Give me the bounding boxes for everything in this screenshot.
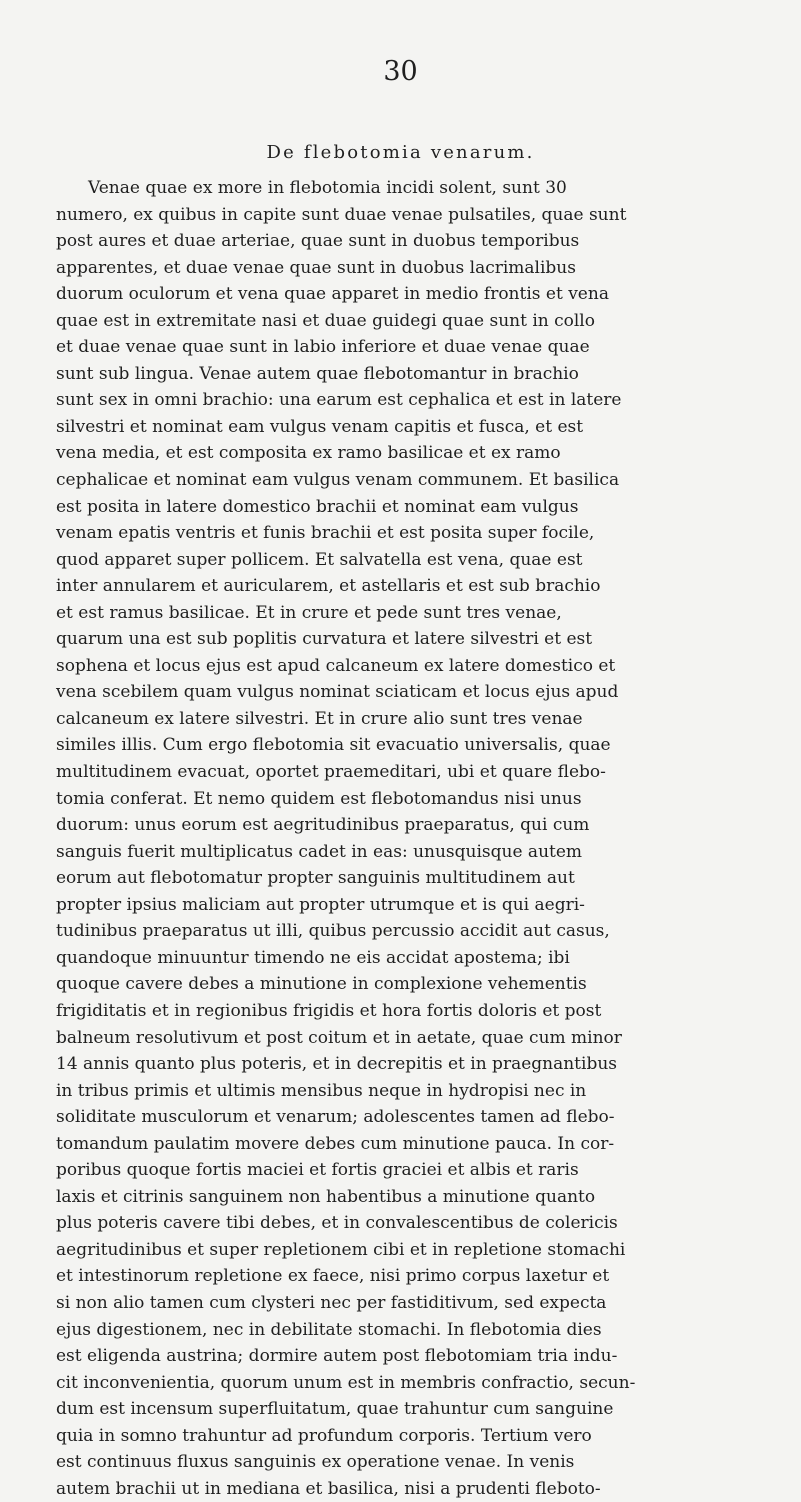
text-line: quia in somno trahuntur ad profundum corporis. Tertium vero: [56, 1425, 592, 1446]
text-line: plus poteris cavere tibi debes, et in convalescentibus de colericis: [56, 1213, 618, 1234]
text-line: tomia conferat. Et nemo quidem est flebotomandus nisi unus: [56, 788, 582, 809]
text-line: est continuus fluxus sanguinis ex operatione venae. In venis: [56, 1452, 575, 1473]
text-line: eorum aut flebotomatur propter sanguinis multitudinem aut: [56, 868, 575, 889]
text-line: ejus digestionem, nec in debilitate stomachi. In flebotomia dies: [56, 1319, 602, 1340]
text-line: frigiditatis et in regionibus frigidis et hora fortis doloris et post: [56, 1000, 602, 1021]
text-line: 14 annis quanto plus poteris, et in decrepitis et in praegnantibus: [56, 1054, 617, 1075]
text-line: et est ramus basilicae. Et in crure et pede sunt tres venae,: [56, 602, 562, 623]
text-line: et duae venae quae sunt in labio inferiore et duae venae quae: [56, 337, 590, 358]
text-line: venam epatis ventris et funis brachii et est posita super focile,: [56, 523, 595, 544]
text-line: in tribus primis et ultimis mensibus neque in hydropisi nec in: [56, 1080, 587, 1101]
text-line: sophena et locus ejus est apud calcaneum ex latere domestico et: [56, 655, 616, 676]
text-line: quae est in extremitate nasi et duae guidegi quae sunt in collo: [56, 310, 595, 331]
text-line: sanguis fuerit multiplicatus cadet in eas: unusquisque autem: [56, 841, 583, 862]
text-line: quoque cavere debes a minutione in complexione vehementis: [56, 974, 587, 995]
text-line: sunt sub lingua. Venae autem quae flebotomantur in brachio: [56, 363, 579, 384]
text-line: quandoque minuuntur timendo ne eis accidat apostema; ibi: [56, 947, 570, 968]
text-line: si non alio tamen cum clysteri nec per fastiditivum, sed expecta: [56, 1292, 607, 1313]
text-line: balneum resolutivum et post coitum et in aetate, quae cum minor: [56, 1027, 622, 1048]
text-line: autem brachii ut in mediana et basilica, nisi a prudenti fleboto-: [56, 1478, 601, 1499]
text-line: dum est incensum superfluitatum, quae trahuntur cum sanguine: [56, 1399, 614, 1420]
text-line: silvestri et nominat eam vulgus venam capitis et fusca, et est: [56, 416, 584, 437]
text-line: apparentes, et duae venae quae sunt in duobus lacrimalibus: [56, 257, 576, 278]
text-line: post aures et duae arteriae, quae sunt in duobus temporibus: [56, 231, 580, 252]
text-line: cephalicae et nominat eam vulgus venam communem. Et basilica: [56, 470, 620, 491]
text-line: similes illis. Cum ergo flebotomia sit evacuatio universalis, quae: [56, 735, 611, 756]
text-line: quod apparet super pollicem. Et salvatella est vena, quae est: [56, 549, 583, 570]
text-line: est posita in latere domestico brachii et nominat eam vulgus: [56, 496, 579, 517]
text-line: propter ipsius maliciam aut propter utrumque et is qui aegri-: [56, 894, 585, 915]
text-line: est eligenda austrina; dormire autem post flebotomiam tria indu-: [56, 1346, 618, 1367]
text-line: poribus quoque fortis maciei et fortis graciei et albis et raris: [56, 1160, 579, 1181]
text-line: cit inconvenientia, quorum unum est in membris confractio, secun-: [56, 1372, 636, 1393]
text-line: quarum una est sub poplitis curvatura et latere silvestri et est: [56, 629, 593, 650]
text-line: aegritudinibus et super repletionem cibi et in repletione stomachi: [56, 1239, 626, 1260]
page-number: 30: [383, 56, 418, 87]
text-line: sunt sex in omni brachio: una earum est cephalica et est in latere: [56, 390, 622, 411]
text-line: tomandum paulatim movere debes cum minutione pauca. In cor-: [56, 1133, 615, 1154]
text-line: vena media, et est composita ex ramo basilicae et ex ramo: [56, 443, 561, 464]
text-line: multitudinem evacuat, oportet praemeditari, ubi et quare flebo-: [56, 762, 606, 783]
text-line: et intestinorum repletione ex faece, nisi primo corpus laxetur et: [56, 1266, 610, 1287]
body-text: [56, 175, 801, 1502]
text-line: laxis et citrinis sanguinem non habentibus a minutione quanto: [56, 1186, 596, 1207]
text-line: vena scebilem quam vulgus nominat sciaticam et locus ejus apud: [56, 682, 619, 703]
text-line: calcaneum ex latere silvestri. Et in crure alio sunt tres venae: [56, 708, 583, 729]
section-heading: De flebotomia venarum.: [266, 142, 535, 163]
text-line: duorum oculorum et vena quae apparet in medio frontis et vena: [56, 284, 609, 305]
text-line: inter annularem et auricularem, et astellaris et est sub brachio: [56, 576, 601, 597]
text-line: numero, ex quibus in capite sunt duae venae pulsatiles, quae sunt: [56, 204, 627, 225]
text-line: duorum: unus eorum est aegritudinibus praeparatus, qui cum: [56, 815, 590, 836]
text-line: soliditate musculorum et venarum; adolescentes tamen ad flebo-: [56, 1107, 615, 1128]
text-line: tudinibus praeparatus ut illi, quibus percussio accidit aut casus,: [56, 921, 610, 942]
text-line: Venae quae ex more in flebotomia incidi solent, sunt 30: [88, 178, 567, 198]
